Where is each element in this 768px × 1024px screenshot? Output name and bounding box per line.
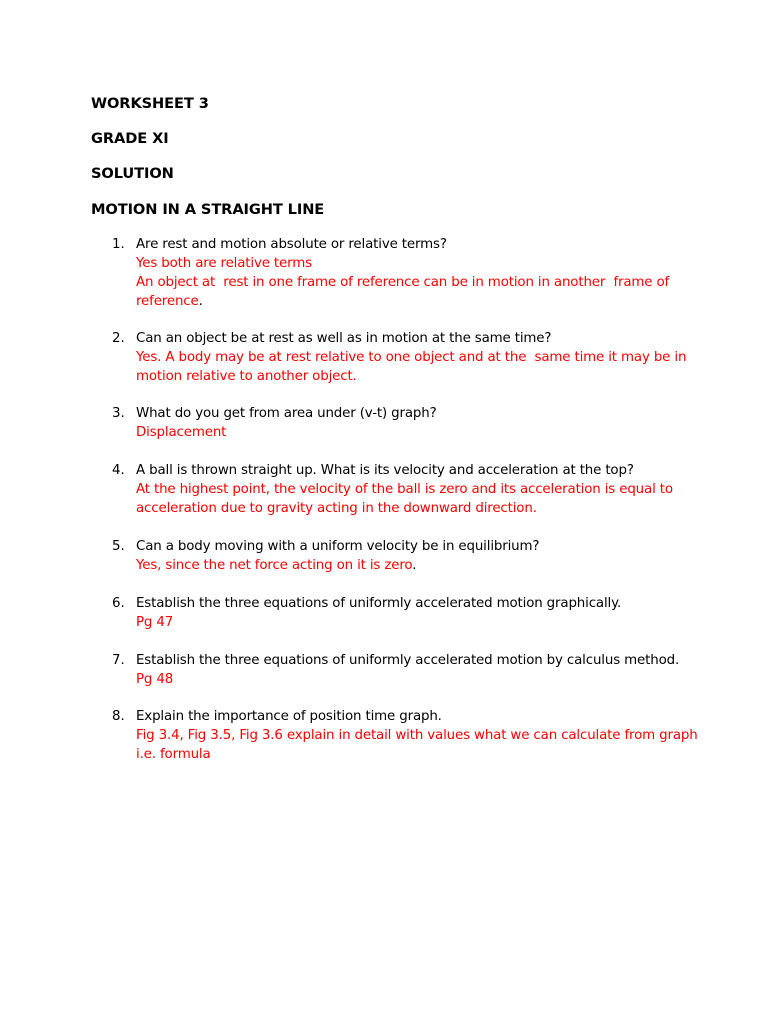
question-body — [136, 235, 676, 311]
question-text: Establish the three equations of uniformly accelerated motion by calculus method. — [136, 653, 680, 668]
answer-text: . — [412, 558, 417, 573]
question-number: 5. — [112, 539, 125, 554]
answer-text: Pg 47 — [136, 615, 174, 630]
question-body — [136, 707, 698, 764]
question-number: 2. — [112, 331, 125, 346]
grade-heading: GRADE XI — [91, 130, 169, 147]
answer-text: At the highest point, the velocity of the ball is zero and its acceleration is equal to — [136, 482, 673, 497]
answer-text: Yes, since the net force acting on it is zero — [136, 558, 413, 573]
answer-line — [136, 670, 676, 689]
answer-line — [136, 480, 676, 499]
answer-line — [136, 499, 676, 518]
answer-text: Pg 48 — [136, 672, 174, 687]
question-number: 1. — [112, 237, 125, 252]
question-number: 6. — [112, 596, 125, 611]
question-body — [136, 329, 687, 386]
answer-text: acceleration due to gravity acting in the downward direction. — [136, 501, 537, 516]
question-body — [136, 651, 680, 689]
answer-text: Fig 3.4, Fig 3.5, Fig 3.6 explain in detail with values what we can calculate from graph — [136, 728, 698, 743]
answer-line — [136, 556, 676, 575]
answer-text: reference — [136, 294, 199, 309]
question-text: What do you get from area under (v-t) graph? — [136, 406, 437, 421]
solution-heading: SOLUTION — [91, 165, 174, 182]
answer-line — [136, 292, 676, 311]
answer-text: i.e. formula — [136, 747, 211, 762]
topic-heading: MOTION IN A STRAIGHT LINE — [91, 201, 325, 218]
answer-line — [136, 745, 676, 764]
question-number: 3. — [112, 406, 125, 421]
question-text: Can a body moving with a uniform velocity be in equilibrium? — [136, 539, 540, 554]
answer-line — [136, 726, 698, 745]
question-text: A ball is thrown straight up. What is its velocity and acceleration at the top? — [136, 463, 634, 478]
answer-text: Yes both are relative terms — [136, 256, 312, 271]
question-number: 4. — [112, 463, 125, 478]
question-text: Explain the importance of position time graph. — [136, 709, 442, 724]
question-body — [136, 404, 676, 442]
question-number: 8. — [112, 709, 125, 724]
answer-line — [136, 254, 676, 273]
answer-text: . — [198, 294, 203, 309]
answer-text: motion relative to another object. — [136, 369, 357, 384]
worksheet-title: WORKSHEET 3 — [91, 95, 209, 112]
question-body — [136, 461, 676, 518]
answer-line — [136, 273, 676, 292]
answer-line — [136, 367, 676, 386]
question-body — [136, 594, 676, 632]
question-number: 7. — [112, 653, 125, 668]
answer-text: Displacement — [136, 425, 227, 440]
answer-line — [136, 613, 676, 632]
question-text: Can an object be at rest as well as in motion at the same time? — [136, 331, 552, 346]
answer-text: An object at rest in one frame of reference can be in motion in another frame of — [136, 275, 670, 290]
answer-text: Yes. A body may be at rest relative to one object and at the same time it may be in — [136, 350, 687, 365]
question-text: Are rest and motion absolute or relative terms? — [136, 237, 447, 252]
question-body — [136, 537, 676, 575]
answer-line — [136, 348, 687, 367]
answer-line — [136, 423, 676, 442]
question-text: Establish the three equations of uniformly accelerated motion graphically. — [136, 596, 622, 611]
